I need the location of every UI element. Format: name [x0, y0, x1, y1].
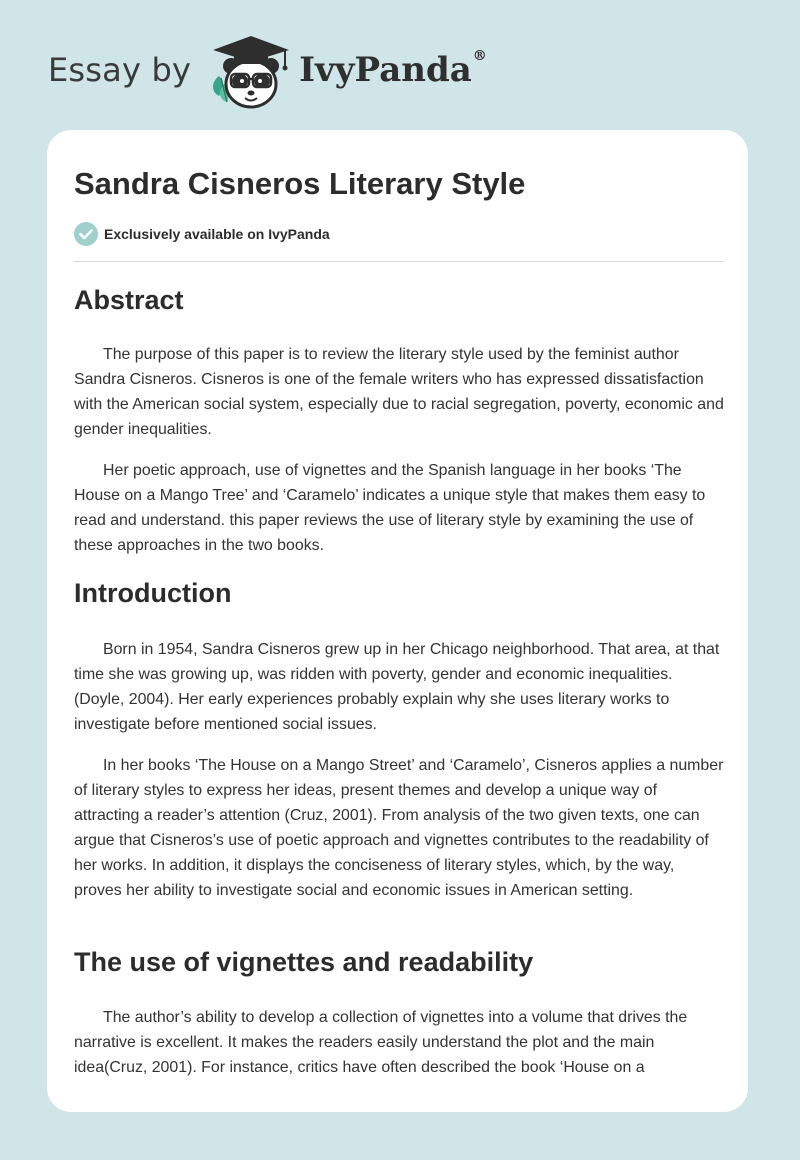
title-divider	[74, 261, 723, 262]
paragraph: Born in 1954, Sandra Cisneros grew up in her Chicago neighborhood. That area, at that time she was growing up, was ridden with poverty, gender and economic inequalities. (Doyle, 2004). Her early experiences probably explain why she uses literary works to investigate before mentioned social issues.	[74, 641, 720, 733]
page-title: Sandra Cisneros Literary Style	[74, 166, 526, 201]
site-header	[48, 32, 487, 112]
exclusive-badge	[74, 222, 330, 246]
essay-card	[47, 130, 748, 1112]
check-circle-icon	[74, 222, 98, 246]
section-heading-abstract: Abstract	[74, 285, 184, 315]
panda-logo-icon[interactable]	[205, 32, 297, 112]
paragraph: The author’s ability to develop a collection of vignettes into a volume that drives the narrative is excellent. It makes the readers easily understand the plot and the main idea(Cruz, 2001). For instance, critics have often described the book ‘House on a	[74, 1009, 688, 1076]
exclusive-badge-text: Exclusively available on IvyPanda	[104, 226, 330, 242]
brand-name-text: IvyPanda	[299, 50, 472, 90]
section-heading-vignettes: The use of vignettes and readability	[74, 947, 534, 977]
paragraph: The purpose of this paper is to review the literary style used by the feminist author Sandra Cisneros. Cisneros is one of the female writers who has expressed dissatisfaction with the American social system, especially due to racial segregation, poverty, economic and gender inequalities.	[74, 346, 724, 438]
section-heading-introduction: Introduction	[74, 578, 232, 608]
paragraph: In her books ‘The House on a Mango Street’ and ‘Caramelo’, Cisneros applies a number of literary styles to express her ideas, present themes and develop a unique way of attracting a reader’s attention (Cruz, 2001). From analysis of the two given texts, one can argue that Cisneros’s use of poetic approach and vignettes contributes to the readability of her works. In addition, it displays the conciseness of literary styles, which, by the way, proves her ability to investigate social and economic issues in American setting.	[74, 757, 724, 899]
brand-name[interactable]	[299, 50, 487, 90]
paragraph: Her poetic approach, use of vignettes and the Spanish language in her books ‘The House on a Mango Tree’ and ‘Caramelo’ indicates a unique style that makes them easy to read and understand. this paper reviews the use of literary style by examining the use of these approaches in the two books.	[74, 462, 706, 554]
registered-mark: ®	[472, 48, 487, 64]
essay-by-label: Essay by	[48, 51, 192, 89]
